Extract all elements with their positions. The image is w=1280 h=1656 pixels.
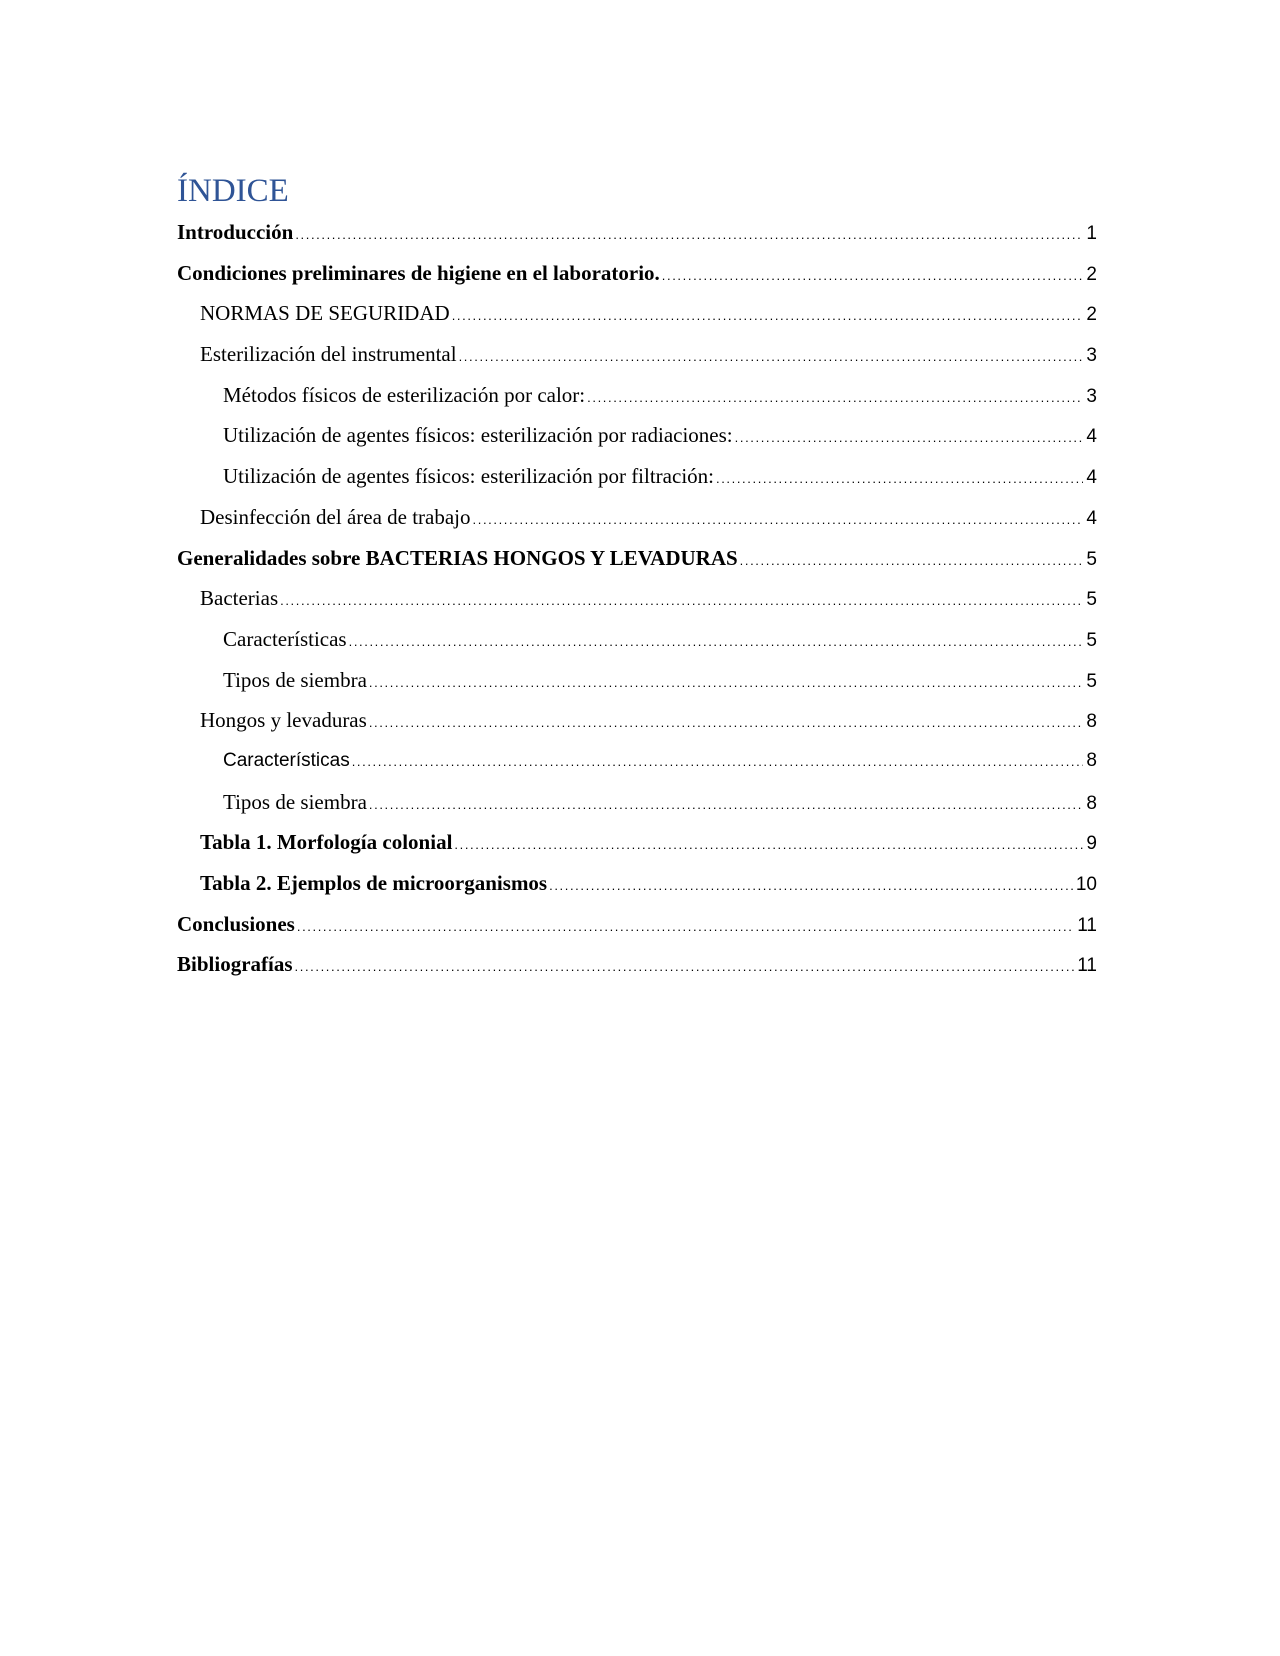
toc-entry[interactable] <box>177 497 1097 538</box>
toc-entry[interactable] <box>177 293 1097 334</box>
toc-entry-title: Tipos de siembra <box>223 789 367 814</box>
toc-entry-title: Tipos de siembra <box>223 667 367 692</box>
toc-entry-title: Utilización de agentes físicos: esterilización por filtración: <box>223 464 714 489</box>
toc-entry-title: Bacterias <box>200 586 279 611</box>
toc-entry-page-number: 11 <box>1077 914 1097 936</box>
toc-entry[interactable] <box>177 619 1097 660</box>
dot-leader <box>297 907 1074 945</box>
toc-entry[interactable] <box>177 944 1097 985</box>
toc-entry-title: Bibliografías <box>177 952 293 977</box>
toc-entry-title: Métodos físicos de esterilización por calor: <box>223 382 586 407</box>
toc-entry-page-number: 5 <box>1086 670 1097 692</box>
toc-entry-title: Características <box>223 626 347 651</box>
toc-entry-page-number: 3 <box>1086 385 1097 407</box>
toc-entry-page-number: 2 <box>1086 304 1097 326</box>
toc-entry[interactable] <box>177 904 1097 945</box>
dot-leader <box>459 337 1084 375</box>
toc-entry-page-number: 5 <box>1086 589 1097 611</box>
toc-entry-title: Generalidades sobre BACTERIAS HONGOS Y LEVADURAS <box>177 545 738 570</box>
toc-entry-title: Introducción <box>177 220 294 244</box>
toc-entry[interactable] <box>177 660 1097 701</box>
toc-entry[interactable] <box>177 212 1097 253</box>
dot-leader <box>295 215 1083 253</box>
dot-leader <box>549 866 1073 904</box>
toc-entry[interactable] <box>177 863 1097 904</box>
dot-leader <box>369 663 1084 701</box>
toc-entry[interactable] <box>177 415 1097 456</box>
toc-entry-page-number: 11 <box>1077 955 1097 977</box>
toc-entry[interactable] <box>177 578 1097 619</box>
toc-entry[interactable] <box>177 456 1097 497</box>
toc-entry-page-number: 4 <box>1086 426 1097 448</box>
toc-entry-title: Tabla 2. Ejemplos de microorganismos <box>200 871 548 895</box>
dot-leader <box>369 703 1084 741</box>
dot-leader <box>352 742 1084 782</box>
toc-entry[interactable] <box>177 782 1097 823</box>
toc-entry-page-number: 4 <box>1086 507 1097 529</box>
toc-entry[interactable] <box>177 334 1097 375</box>
toc-entry-title: Características <box>223 749 350 771</box>
toc-entry-page-number: 9 <box>1086 833 1097 855</box>
toc-entry-title: Tabla 1. Morfología colonial <box>200 830 453 855</box>
dot-leader <box>280 581 1083 619</box>
toc-entry-page-number: 4 <box>1086 467 1097 489</box>
toc-entry-page-number: 8 <box>1086 711 1097 733</box>
toc-entry[interactable] <box>177 253 1097 294</box>
toc-entry[interactable] <box>177 822 1097 863</box>
toc-entry-page-number: 10 <box>1075 874 1097 895</box>
toc-entry[interactable] <box>177 375 1097 416</box>
dot-leader <box>740 541 1084 579</box>
toc-entry-title: Conclusiones <box>177 911 295 936</box>
dot-leader <box>587 378 1083 416</box>
toc-entry-page-number: 8 <box>1086 792 1097 814</box>
dot-leader <box>452 296 1084 334</box>
dot-leader <box>369 785 1084 823</box>
toc-entry-page-number: 2 <box>1086 263 1097 285</box>
table-of-contents <box>177 212 1097 985</box>
toc-entry-page-number: 1 <box>1086 223 1097 244</box>
toc-entry-page-number: 5 <box>1086 629 1097 651</box>
dot-leader <box>295 947 1075 985</box>
toc-entry[interactable] <box>177 741 1097 782</box>
toc-entry-title: Esterilización del instrumental <box>200 342 457 367</box>
toc-entry-title: Desinfección del área de trabajo <box>200 504 471 529</box>
toc-entry-page-number: 8 <box>1086 749 1097 771</box>
toc-entry-page-number: 3 <box>1086 345 1097 367</box>
toc-entry-title: NORMAS DE SEGURIDAD <box>200 301 450 326</box>
dot-leader <box>454 825 1083 863</box>
dot-leader <box>473 500 1084 538</box>
dot-leader <box>662 256 1084 294</box>
dot-leader <box>716 459 1083 497</box>
toc-entry-title: Hongos y levaduras <box>200 708 367 733</box>
toc-entry-page-number: 5 <box>1086 548 1097 570</box>
dot-leader <box>735 418 1084 456</box>
toc-entry-title: Condiciones preliminares de higiene en el laboratorio. <box>177 260 660 285</box>
toc-entry[interactable] <box>177 538 1097 579</box>
toc-entry[interactable] <box>177 700 1097 741</box>
toc-title: ÍNDICE <box>177 173 289 209</box>
dot-leader <box>349 622 1084 660</box>
toc-entry-title: Utilización de agentes físicos: esterilización por radiaciones: <box>223 423 733 448</box>
